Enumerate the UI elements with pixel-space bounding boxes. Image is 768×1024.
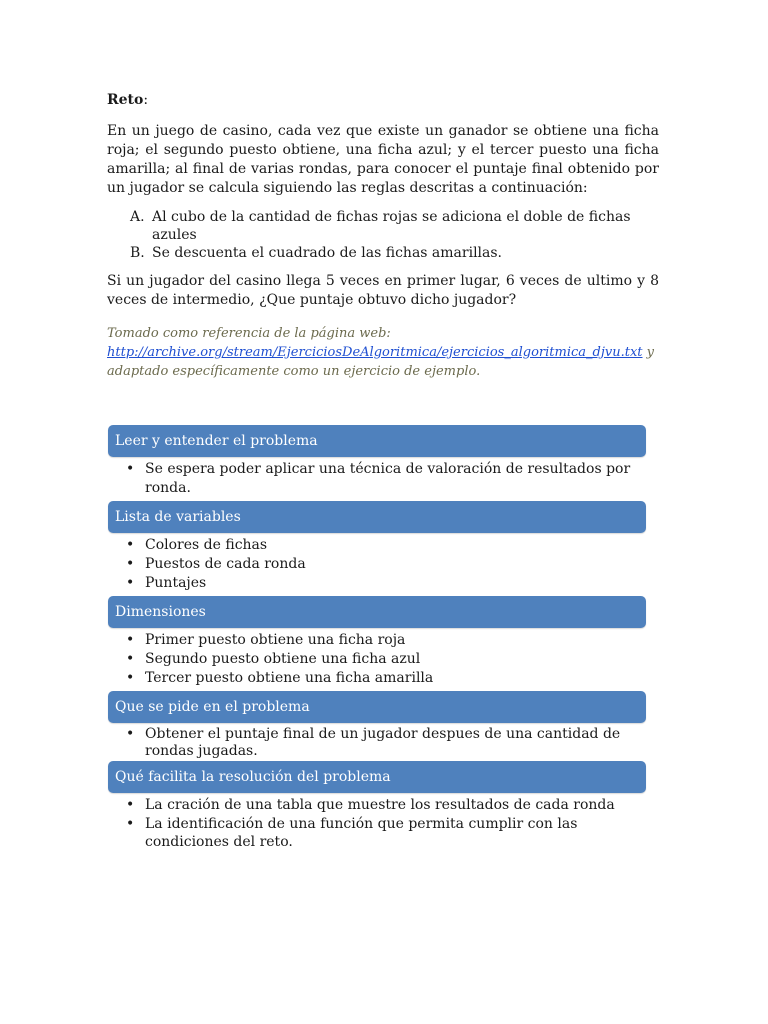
list-item-text: Obtener el puntaje final de un jugador despues de una cantidad de rondas jugadas. [145, 726, 621, 759]
bullet-icon: • [126, 461, 135, 477]
bullet-icon: • [126, 537, 135, 553]
list-item [108, 726, 646, 760]
section-header-variables: Lista de variables [108, 501, 646, 533]
bullet-icon: • [126, 651, 135, 667]
bullet-icon: • [126, 556, 135, 572]
page-title [107, 90, 659, 110]
section-list-dimensiones [108, 631, 646, 688]
intro-paragraph: En un juego de casino, cada vez que existe un ganador se obtiene una ficha roja; el segundo puesto obtiene, una ficha azul; y el tercer puesto una ficha amarilla; al final de varias rondas, para conocer el puntaje final obtenido por un jugador se calcula siguiendo las reglas descritas a continuación: [107, 123, 659, 196]
list-item [108, 650, 646, 669]
list-item-text: La cración de una tabla que muestre los resultados de cada ronda [145, 797, 615, 813]
reference-note [107, 324, 659, 381]
bullet-icon: • [126, 726, 135, 742]
list-item-text: Primer puesto obtiene una ficha roja [145, 632, 406, 648]
list-item [108, 574, 646, 593]
section-header-leer: Leer y entender el problema [108, 425, 646, 457]
reference-link[interactable]: http://archive.org/stream/EjerciciosDeAlgoritmica/ejercicios_algoritmica_djvu.txt [107, 345, 643, 360]
section-list-facilita [108, 796, 646, 851]
section-list-leer [108, 460, 646, 498]
list-item-text: Colores de fichas [145, 537, 268, 553]
rule-item [107, 244, 659, 262]
list-item [108, 815, 646, 851]
rule-text: Al cubo de la cantidad de fichas rojas se adiciona el doble de fichas azules [152, 209, 631, 243]
rules-list [107, 208, 659, 262]
rule-item [107, 208, 659, 244]
list-item [108, 555, 646, 574]
list-item-text: La identificación de una función que permita cumplir con las condiciones del reto. [145, 816, 578, 850]
reference-conj: y [642, 345, 654, 360]
bullet-icon: • [126, 816, 135, 832]
section-list-pide [108, 726, 646, 760]
bullet-icon: • [126, 797, 135, 813]
bullet-icon: • [126, 670, 135, 686]
question-paragraph: Si un jugador del casino llega 5 veces en primer lugar, 6 veces de ultimo y 8 veces de intermedio, ¿Que puntaje obtuvo dicho jugador? [107, 273, 659, 308]
reference-prefix: Tomado como referencia de la página web: [107, 326, 391, 341]
section-header-dimensiones: Dimensiones [108, 596, 646, 628]
analysis-sections [108, 425, 646, 851]
rule-marker: A. [130, 209, 145, 225]
rule-marker: B. [130, 245, 145, 261]
list-item [108, 631, 646, 650]
list-item-text: Puntajes [145, 575, 207, 591]
list-item [108, 669, 646, 688]
rule-text: Se descuenta el cuadrado de las fichas amarillas. [152, 245, 503, 261]
list-item [108, 536, 646, 555]
document-body [107, 90, 659, 381]
bullet-icon: • [126, 632, 135, 648]
section-header-facilita: Qué facilita la resolución del problema [108, 761, 646, 793]
list-item-text: Segundo puesto obtiene una ficha azul [145, 651, 421, 667]
section-header-pide: Que se pide en el problema [108, 691, 646, 723]
list-item [108, 796, 646, 815]
title-text: Reto [107, 92, 144, 108]
list-item [108, 460, 646, 498]
section-list-variables [108, 536, 646, 593]
list-item-text: Puestos de cada ronda [145, 556, 306, 572]
bullet-icon: • [126, 575, 135, 591]
list-item-text: Tercer puesto obtiene una ficha amarilla [145, 670, 434, 686]
reference-suffix: adaptado específicamente como un ejercicio de ejemplo. [107, 364, 481, 379]
title-colon: : [143, 92, 149, 108]
list-item-text: Se espera poder aplicar una técnica de valoración de resultados por ronda. [145, 461, 631, 496]
